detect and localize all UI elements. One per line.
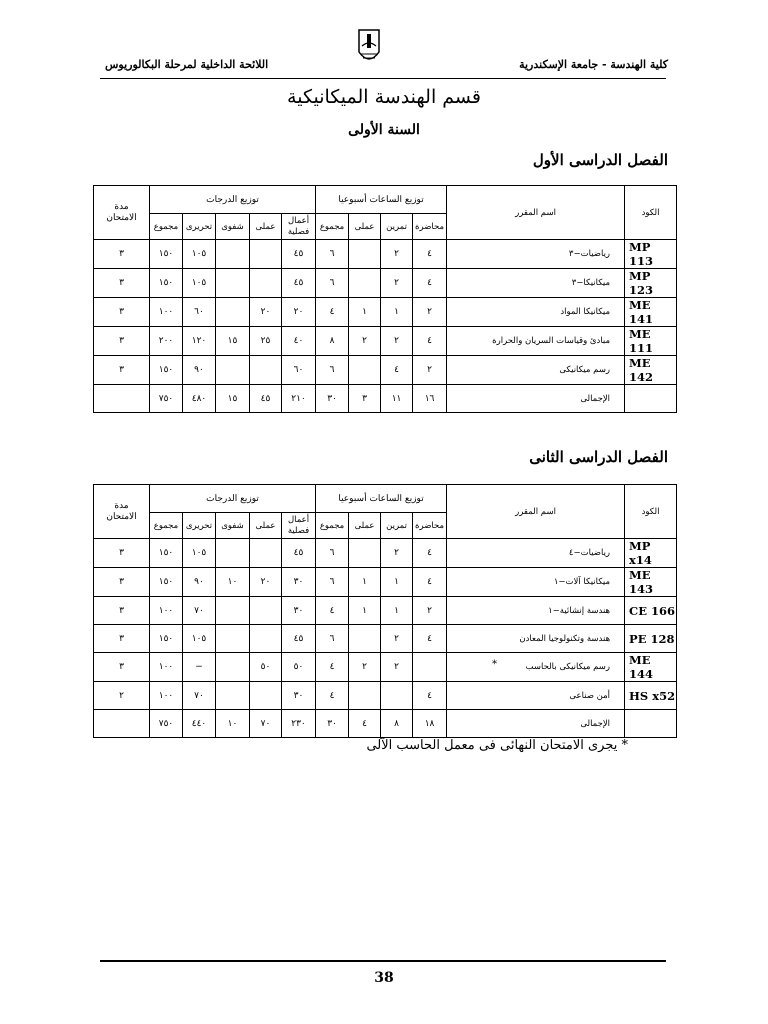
cell-pexam — [250, 625, 282, 653]
cell-prac — [349, 356, 381, 385]
cell-gtot: ٢٠٠ — [150, 327, 183, 356]
header-term-work-line1: أعمال — [287, 514, 310, 525]
cell-term: ٥٠ — [282, 653, 316, 682]
cell-oral — [216, 298, 250, 327]
course-name-text: رسم ميكانيكى — [559, 365, 611, 375]
course-name-text: أمن صناعى — [569, 690, 611, 701]
university-logo-icon — [356, 26, 382, 66]
total-oral: ١٠ — [216, 710, 250, 738]
cell-oral — [216, 597, 250, 625]
table-row — [94, 298, 677, 327]
total-dur — [94, 710, 150, 738]
course-name-text: رياضيات−٣ — [568, 249, 611, 259]
cell-pexam — [250, 356, 282, 385]
department-title: قسم الهندسة الميكانيكية — [287, 86, 481, 108]
course-name — [447, 269, 625, 298]
course-code: ME 141 — [625, 298, 677, 327]
cell-written: ١٢٠ — [183, 327, 216, 356]
table-row — [94, 356, 677, 385]
total-lec: ١٦ — [413, 385, 447, 413]
header-written: تحريرى — [183, 214, 216, 240]
course-name — [447, 597, 625, 625]
header-hours-total: مجموع — [316, 214, 349, 240]
total-pexam: ٤٥ — [250, 385, 282, 413]
year-title: السنة الأولى — [348, 122, 420, 138]
cell-prac — [349, 682, 381, 710]
course-name — [447, 625, 625, 653]
footnote: * يجرى الامتحان النهائى فى معمل الحاسب الآلى — [366, 738, 628, 753]
header-divider — [100, 78, 666, 79]
cell-pexam — [250, 240, 282, 269]
cell-lec: ٤ — [413, 327, 447, 356]
semester2-table — [93, 484, 677, 738]
cell-written: ١٠٥ — [183, 539, 216, 568]
header-term-work — [282, 513, 316, 539]
header-practical: عملى — [349, 214, 381, 240]
header-faculty-title: كلية الهندسة - جامعة الإسكندرية — [519, 58, 668, 71]
course-name — [447, 682, 625, 710]
cell-prac — [349, 625, 381, 653]
header-exam-duration-line2: الامتحان — [106, 212, 137, 223]
cell-dur: ٣ — [94, 625, 150, 653]
header-practical: عملى — [349, 513, 381, 539]
cell-prac: ١ — [349, 568, 381, 597]
course-code: ME 144 — [625, 653, 677, 682]
cell-gtot: ١٥٠ — [150, 240, 183, 269]
cell-written: ١٠٥ — [183, 240, 216, 269]
cell-lec: ٢ — [413, 356, 447, 385]
header-grades: توزيع الدرجات — [150, 186, 316, 214]
cell-dur: ٣ — [94, 653, 150, 682]
header-grades: توزيع الدرجات — [150, 485, 316, 513]
cell-dur: ٣ — [94, 597, 150, 625]
total-code-cell — [625, 385, 677, 413]
course-name-text: ميكانيكا−٣ — [571, 278, 611, 288]
header-lecture: محاضرة — [413, 513, 447, 539]
table-row — [94, 597, 677, 625]
footnote-marker: * — [492, 659, 498, 670]
total-prac: ٤ — [349, 710, 381, 738]
cell-oral — [216, 269, 250, 298]
header-tutorial: تمرين — [381, 214, 413, 240]
cell-prac — [349, 269, 381, 298]
cell-pexam — [250, 597, 282, 625]
cell-prac: ١ — [349, 298, 381, 327]
header-grades-total: مجموع — [150, 214, 183, 240]
header-hours-total: مجموع — [316, 513, 349, 539]
course-name — [447, 356, 625, 385]
header-term-work-line1: أعمال — [287, 215, 310, 226]
header-exam-duration-line1: مدة — [114, 500, 129, 511]
cell-lec: ٤ — [413, 539, 447, 568]
header-grades-total: مجموع — [150, 513, 183, 539]
total-written: ٤٤٠ — [183, 710, 216, 738]
cell-dur: ٣ — [94, 356, 150, 385]
cell-written: ٦٠ — [183, 298, 216, 327]
header-bylaw-title: اللائحة الداخلية لمرحلة البكالوريوس — [105, 58, 269, 71]
course-name-text: هندسة إنشائية−١ — [548, 605, 611, 616]
cell-gtot: ١٥٠ — [150, 539, 183, 568]
table-header-row — [94, 186, 677, 214]
cell-tut — [381, 682, 413, 710]
course-name-text: رسم ميكانيكى بالحاسب — [525, 662, 611, 672]
cell-prac — [349, 539, 381, 568]
cell-gtot: ١٥٠ — [150, 356, 183, 385]
cell-gtot: ١٠٠ — [150, 298, 183, 327]
cell-prac: ١ — [349, 597, 381, 625]
table-header-row — [94, 485, 677, 513]
cell-tut: ٢ — [381, 240, 413, 269]
cell-htot: ٦ — [316, 539, 349, 568]
cell-htot: ٨ — [316, 327, 349, 356]
total-written: ٤٨٠ — [183, 385, 216, 413]
course-code: MP x14 — [625, 539, 677, 568]
cell-htot: ٦ — [316, 625, 349, 653]
total-htot: ٣٠ — [316, 385, 349, 413]
course-name — [447, 298, 625, 327]
cell-prac — [349, 240, 381, 269]
cell-oral — [216, 356, 250, 385]
total-gtot: ٧٥٠ — [150, 385, 183, 413]
cell-htot: ٦ — [316, 568, 349, 597]
cell-lec: ٤ — [413, 568, 447, 597]
header-term-work — [282, 214, 316, 240]
total-code-cell — [625, 710, 677, 738]
cell-gtot: ١٠٠ — [150, 653, 183, 682]
cell-term: ٤٥ — [282, 539, 316, 568]
header-oral: شفوى — [216, 214, 250, 240]
cell-dur: ٣ — [94, 298, 150, 327]
cell-htot: ٤ — [316, 597, 349, 625]
total-dur — [94, 385, 150, 413]
cell-oral — [216, 539, 250, 568]
cell-oral — [216, 240, 250, 269]
header-term-work-line2: فصلية — [287, 525, 310, 536]
table-row — [94, 539, 677, 568]
total-lec: ١٨ — [413, 710, 447, 738]
course-name-text: ميكانيكا آلات−١ — [553, 577, 611, 587]
course-name-text: مبادئ وقياسات السريان والحرارة — [492, 336, 611, 346]
cell-written: ١٠٥ — [183, 625, 216, 653]
course-code: HS x52 — [625, 682, 677, 710]
cell-gtot: ١٠٠ — [150, 682, 183, 710]
header-lecture: محاضرة — [413, 214, 447, 240]
header-exam-duration-line2: الامتحان — [106, 511, 137, 522]
header-term-work-line2: فصلية — [287, 226, 310, 237]
cell-tut: ٢ — [381, 327, 413, 356]
cell-written: ٩٠ — [183, 568, 216, 597]
cell-lec: ٤ — [413, 625, 447, 653]
course-code: ME 143 — [625, 568, 677, 597]
cell-term: ٤٠ — [282, 327, 316, 356]
header-practical-exam: عملى — [250, 214, 282, 240]
total-htot: ٣٠ — [316, 710, 349, 738]
cell-dur: ٣ — [94, 327, 150, 356]
semester1-title: الفصل الدراسى الأول — [532, 151, 668, 169]
cell-lec: ٤ — [413, 269, 447, 298]
cell-dur: ٣ — [94, 539, 150, 568]
cell-tut: ٢ — [381, 269, 413, 298]
cell-htot: ٤ — [316, 298, 349, 327]
total-oral: ١٥ — [216, 385, 250, 413]
course-code: ME 142 — [625, 356, 677, 385]
cell-written: − — [183, 653, 216, 682]
total-tut: ١١ — [381, 385, 413, 413]
header-course-name: اسم المقرر — [447, 186, 625, 240]
cell-tut: ٤ — [381, 356, 413, 385]
course-name — [447, 539, 625, 568]
cell-tut: ٢ — [381, 653, 413, 682]
footer-divider — [100, 960, 666, 962]
cell-gtot: ١٥٠ — [150, 625, 183, 653]
cell-htot: ٤ — [316, 653, 349, 682]
cell-pexam: ٢٥ — [250, 327, 282, 356]
course-code: CE 166 — [625, 597, 677, 625]
cell-tut: ١ — [381, 298, 413, 327]
cell-lec: ٤ — [413, 240, 447, 269]
cell-term: ٢٠ — [282, 298, 316, 327]
table-row — [94, 625, 677, 653]
cell-lec — [413, 653, 447, 682]
semester2-title: الفصل الدراسى الثانى — [529, 448, 668, 466]
cell-dur: ٣ — [94, 240, 150, 269]
total-tut: ٨ — [381, 710, 413, 738]
header-weekly-hours: توزيع الساعات أسبوعيا — [316, 485, 447, 513]
cell-htot: ٦ — [316, 240, 349, 269]
header-oral: شفوى — [216, 513, 250, 539]
cell-term: ٦٠ — [282, 356, 316, 385]
total-label: الإجمالى — [447, 385, 625, 413]
table-row — [94, 327, 677, 356]
course-name-text: هندسة وتكنولوجيا المعادن — [519, 633, 611, 644]
cell-term: ٤٥ — [282, 625, 316, 653]
cell-tut: ١ — [381, 597, 413, 625]
cell-gtot: ١٠٠ — [150, 597, 183, 625]
cell-written: ٩٠ — [183, 356, 216, 385]
cell-pexam — [250, 269, 282, 298]
cell-term: ٣٠ — [282, 568, 316, 597]
header-written: تحريرى — [183, 513, 216, 539]
header-course-name: اسم المقرر — [447, 485, 625, 539]
cell-dur: ٣ — [94, 269, 150, 298]
course-code: MP 123 — [625, 269, 677, 298]
cell-htot: ٦ — [316, 269, 349, 298]
cell-term: ٤٥ — [282, 240, 316, 269]
cell-term: ٤٥ — [282, 269, 316, 298]
total-term: ٢٣٠ — [282, 710, 316, 738]
total-row — [94, 385, 677, 413]
header-code: الكود — [625, 485, 677, 539]
course-code: MP 113 — [625, 240, 677, 269]
total-pexam: ٧٠ — [250, 710, 282, 738]
course-name — [447, 653, 625, 682]
cell-prac: ٢ — [349, 327, 381, 356]
cell-pexam: ٥٠ — [250, 653, 282, 682]
course-name — [447, 327, 625, 356]
cell-htot: ٤ — [316, 682, 349, 710]
total-prac: ٣ — [349, 385, 381, 413]
course-name-text: ميكانيكا المواد — [560, 307, 611, 317]
cell-lec: ٢ — [413, 597, 447, 625]
table-row — [94, 682, 677, 710]
table-row — [94, 269, 677, 298]
header-practical-exam: عملى — [250, 513, 282, 539]
cell-term: ٣٠ — [282, 682, 316, 710]
cell-pexam: ٢٠ — [250, 568, 282, 597]
cell-oral: ١٠ — [216, 568, 250, 597]
cell-tut: ٢ — [381, 539, 413, 568]
header-code: الكود — [625, 186, 677, 240]
cell-pexam: ٢٠ — [250, 298, 282, 327]
table-row — [94, 240, 677, 269]
header-exam-duration — [94, 485, 150, 539]
cell-oral — [216, 682, 250, 710]
total-row — [94, 710, 677, 738]
cell-lec: ٤ — [413, 682, 447, 710]
page-number: 38 — [374, 970, 394, 986]
cell-tut: ١ — [381, 568, 413, 597]
cell-written: ٧٠ — [183, 597, 216, 625]
cell-oral — [216, 653, 250, 682]
cell-tut: ٢ — [381, 625, 413, 653]
cell-gtot: ١٥٠ — [150, 568, 183, 597]
header-weekly-hours: توزيع الساعات أسبوعيا — [316, 186, 447, 214]
cell-dur: ٣ — [94, 568, 150, 597]
cell-pexam — [250, 539, 282, 568]
cell-written: ٧٠ — [183, 682, 216, 710]
cell-term: ٣٠ — [282, 597, 316, 625]
cell-lec: ٢ — [413, 298, 447, 327]
semester1-table — [93, 185, 677, 413]
table-row — [94, 653, 677, 682]
cell-oral: ١٥ — [216, 327, 250, 356]
course-code: ME 111 — [625, 327, 677, 356]
cell-dur: ٢ — [94, 682, 150, 710]
cell-htot: ٦ — [316, 356, 349, 385]
course-name — [447, 240, 625, 269]
cell-written: ١٠٥ — [183, 269, 216, 298]
header-exam-duration — [94, 186, 150, 240]
cell-oral — [216, 625, 250, 653]
header-tutorial: تمرين — [381, 513, 413, 539]
cell-prac: ٢ — [349, 653, 381, 682]
cell-gtot: ١٥٠ — [150, 269, 183, 298]
header-exam-duration-line1: مدة — [114, 201, 129, 212]
course-name — [447, 568, 625, 597]
table-row — [94, 568, 677, 597]
total-gtot: ٧٥٠ — [150, 710, 183, 738]
total-term: ٢١٠ — [282, 385, 316, 413]
cell-pexam — [250, 682, 282, 710]
course-name-text: رياضيات−٤ — [568, 548, 611, 558]
total-label: الإجمالى — [447, 710, 625, 738]
course-code: PE 128 — [625, 625, 677, 653]
